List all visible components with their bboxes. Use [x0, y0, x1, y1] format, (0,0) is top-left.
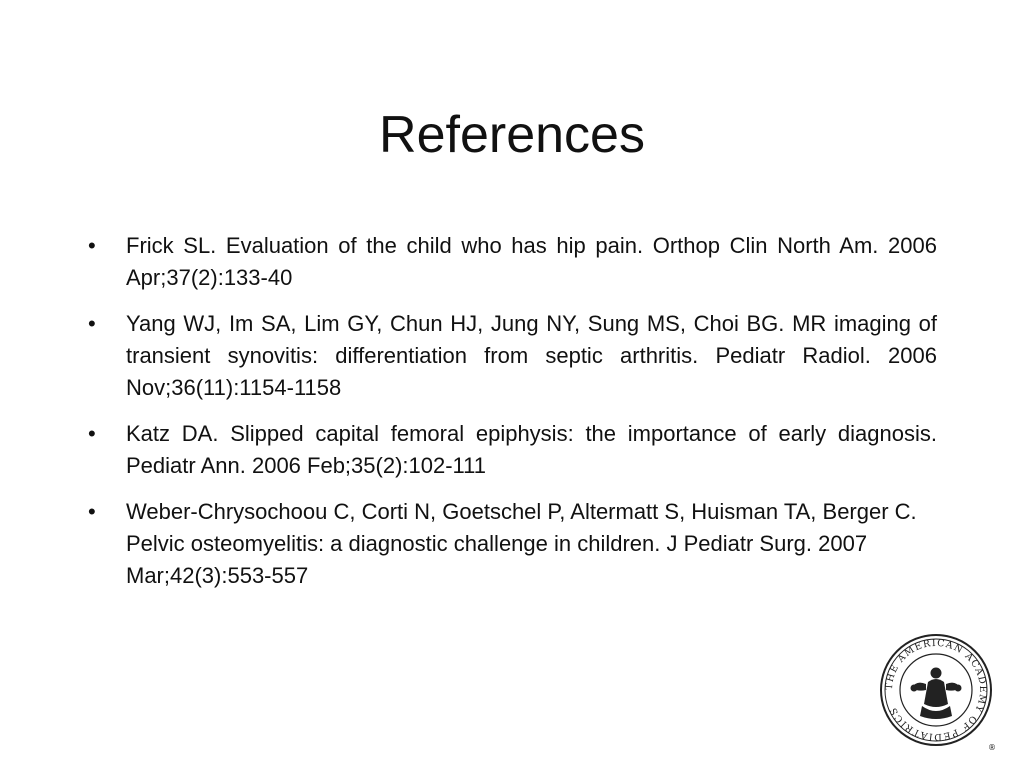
reference-item: [88, 308, 937, 404]
reference-text: Weber-Chrysochoou C, Corti N, Goetschel P, Altermatt S, Huisman TA, Berger C. Pelvic osteomyelitis: a diagnostic challenge in children. J Pediatr Surg. 2007 Mar;42(3):553-557: [126, 499, 917, 588]
bullet-icon: •: [88, 233, 96, 258]
bullet-icon: •: [88, 421, 96, 446]
reference-item: [88, 496, 937, 592]
reference-item: [88, 230, 937, 294]
slide-title: References: [379, 106, 645, 164]
bullet-icon: •: [88, 499, 96, 524]
seal-ring-text: THE AMERICAN ACADEMY OF PEDIATRICS: [883, 637, 989, 743]
aap-seal-icon: [878, 632, 998, 752]
reference-item: [88, 418, 937, 482]
reference-list: [88, 230, 937, 606]
bullet-icon: •: [88, 311, 96, 336]
reference-text: Katz DA. Slipped capital femoral epiphysis: the importance of early diagnosis. Pediatr Ann. 2006 Feb;35(2):102-111: [126, 421, 937, 478]
reference-text: Yang WJ, Im SA, Lim GY, Chun HJ, Jung NY, Sung MS, Choi BG. MR imaging of transient synovitis: differentiation from septic arthritis. Pediatr Radiol. 2006 Nov;36(11):1154-1158: [126, 311, 937, 400]
reference-text: Frick SL. Evaluation of the child who has hip pain. Orthop Clin North Am. 2006 Apr;37(2):133-40: [126, 233, 937, 290]
registered-mark: ®: [988, 743, 996, 752]
